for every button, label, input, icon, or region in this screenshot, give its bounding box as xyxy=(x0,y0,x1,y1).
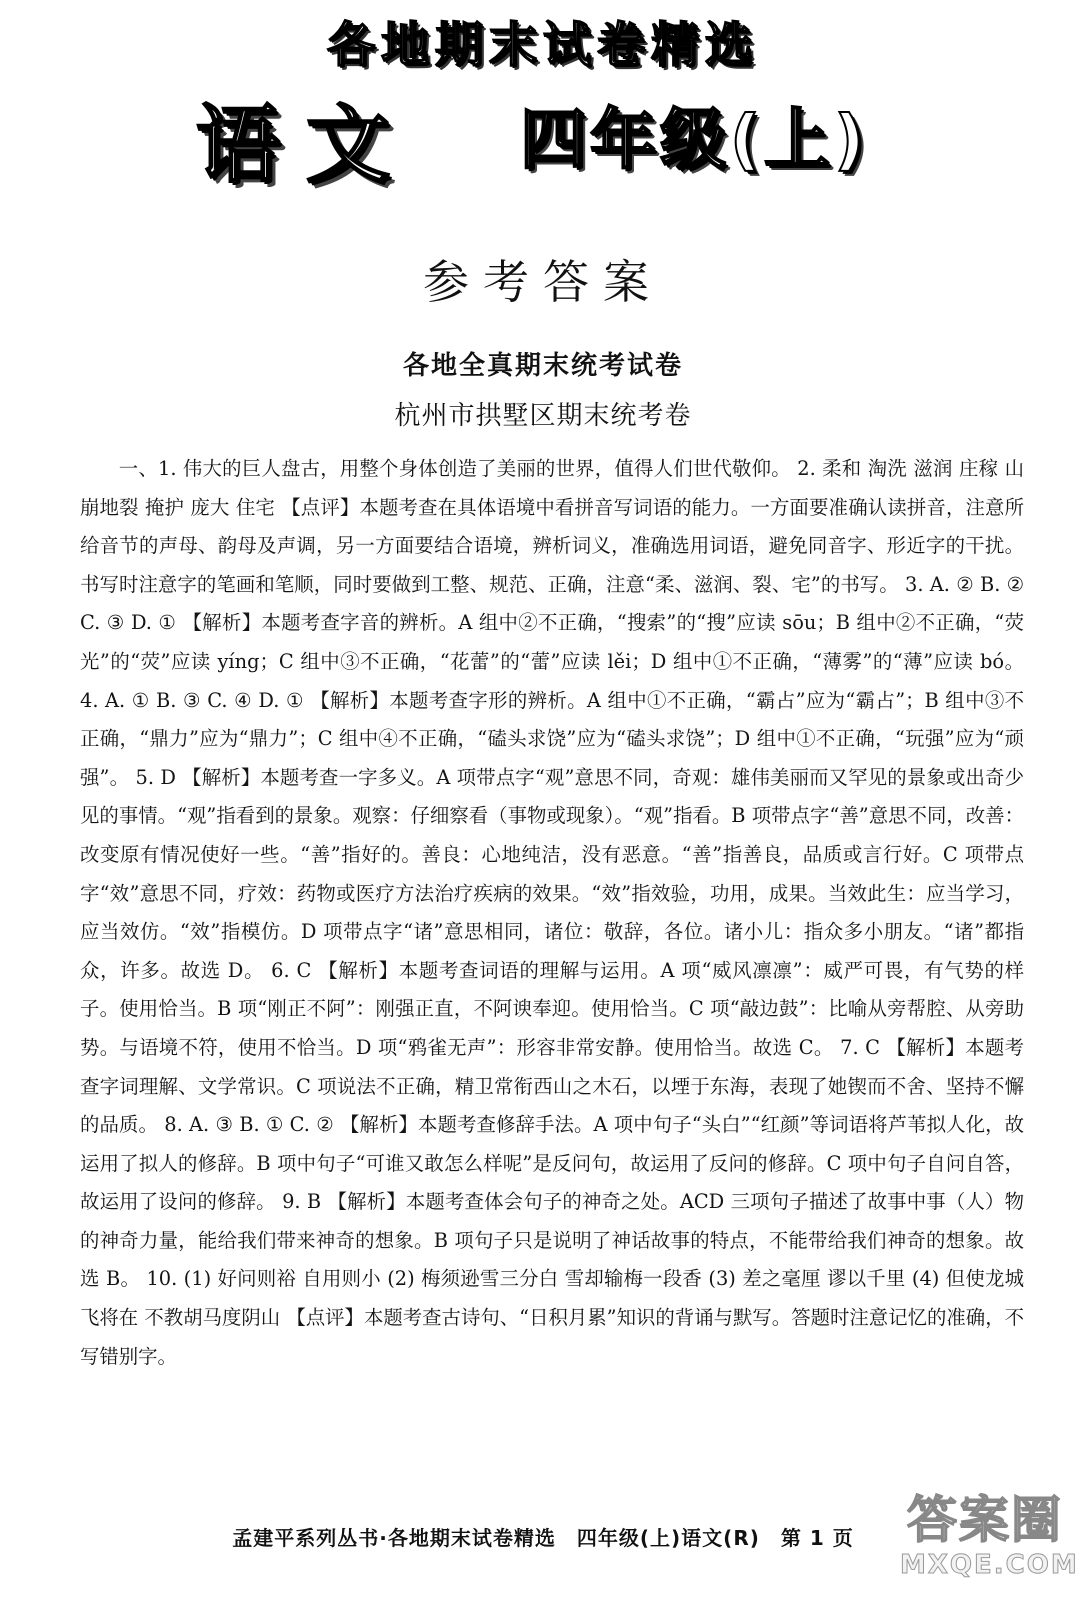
answer-paragraph: 一、1. 伟大的巨人盘古，用整个身体创造了美丽的世界，值得人们世代敬仰。 2. 柔和 淘洗 滋润 庄稼 山崩地裂 掩护 庞大 住宅 【点评】本题考查在具体语境中看拼音写词语的能力。一方面要准确认读拼音，注意所给音节的声母、韵母及声调，另一方面要结合语境，辨析词义，准确选用词语，避免同音字、形近字的干扰。书写时注意字的笔画和笔顺，同时要做到工整、规范、正确，注意“柔、滋润、裂、宅”的书写。 3. A. ② B. ② C. ③ D. ① 【解析】本题考查字音的辨析。A 组中②不正确，“搜索”的“搜”应读 sōu；B 组中②不正确，“荧光”的“荧”应读 yíng；C 组中③不正确，“花蕾”的“蕾”应读 lěi；D 组中①不正确，“薄雾”的“薄”应读 bó。 4. A. ① B. ③ C. ④ D. ① 【解析】本题考查字形的辨析。A 组中①不正确，“霸占”应为“霸占”；B 组中③不正确，“鼎力”应为“鼎力”；C 组中④不正确，“磕头求饶”应为“磕头求饶”；D 组中①不正确，“玩强”应为“顽强”。 5. D 【解析】本题考查一字多义。A 项带点字“观”意思不同，奇观：雄伟美丽而又罕见的景象或出奇少见的事情。“观”指看到的景象。观察：仔细察看（事物或现象）。“观”指看。B 项带点字“善”意思不同，改善：改变原有情况使好一些。“善”指好的。善良：心地纯洁，没有恶意。“善”指善良，品质或言行好。C 项带点字“效”意思不同，疗效：药物或医疗方法治疗疾病的效果。“效”指效验，功用，成果。当效此生：应当学习，应当效仿。“效”指模仿。D 项带点字“诸”意思相同，诸位：敬辞，各位。诸小儿：指众多小朋友。“诸”都指众，许多。故选 D。 6. C 【解析】本题考查词语的理解与运用。A 项“威风凛凛”：威严可畏，有气势的样子。使用恰当。B 项“刚正不阿”：刚强正直，不阿谀奉迎。使用恰当。C 项“敲边鼓”：比喻从旁帮腔、从旁助势。与语境不符，使用不恰当。D 项“鸦雀无声”：形容非常安静。使用恰当。故选 C。 7. C 【解析】本题考查字词理解、文学常识。C 项说法不正确，精卫常衔西山之木石，以堙于东海，表现了她锲而不舍、坚持不懈的品质。 8. A. ③ B. ① C. ② 【解析】本题考查修辞手法。A 项中句子“头白”“红颜”等词语将芦苇拟人化，故运用了拟人的修辞。B 项中句子“可谁又敢怎么样呢”是反问句，故运用了反问的修辞。C 项中句子自问自答，故运用了设问的修辞。 9. B 【解析】本题考查体会句子的神奇之处。ACD 三项句子描述了故事中事（人）物的神奇力量，能给我们带来神奇的想象。B 项句子只是说明了神话故事的特点，不能带给我们神奇的想象。故选 B。 10. (1) 好问则裕 自用则小 (2) 梅须逊雪三分白 雪却输梅一段香 (3) 差之毫厘 谬以千里 (4) 但使龙城飞将在 不教胡马度阴山 【点评】本题考查古诗句、“日积月累”知识的背诵与默写。答题时注意记忆的准确，不写错别字。 xyxy=(80,457,1024,1368)
watermark-url: MXQE.COM xyxy=(900,1550,1079,1580)
series-title: 各地期末试卷精选 xyxy=(326,17,759,73)
answer-body xyxy=(80,450,1024,1376)
grade-title: 四年级(上) xyxy=(520,101,869,178)
watermark-text: 答案圈 xyxy=(907,1491,1063,1549)
page-footer: 孟建平系列丛书·各地期末试卷精选 四年级(上)语文(R) 第 1 页 xyxy=(232,1526,854,1550)
answer-title: 参考答案 xyxy=(423,255,663,309)
exam-title: 杭州市拱墅区期末统考卷 xyxy=(394,401,692,431)
watermark-logo xyxy=(900,1480,1079,1590)
subject-title: 语文 xyxy=(196,96,417,194)
section-title: 各地全真期末统考试卷 xyxy=(402,351,683,381)
